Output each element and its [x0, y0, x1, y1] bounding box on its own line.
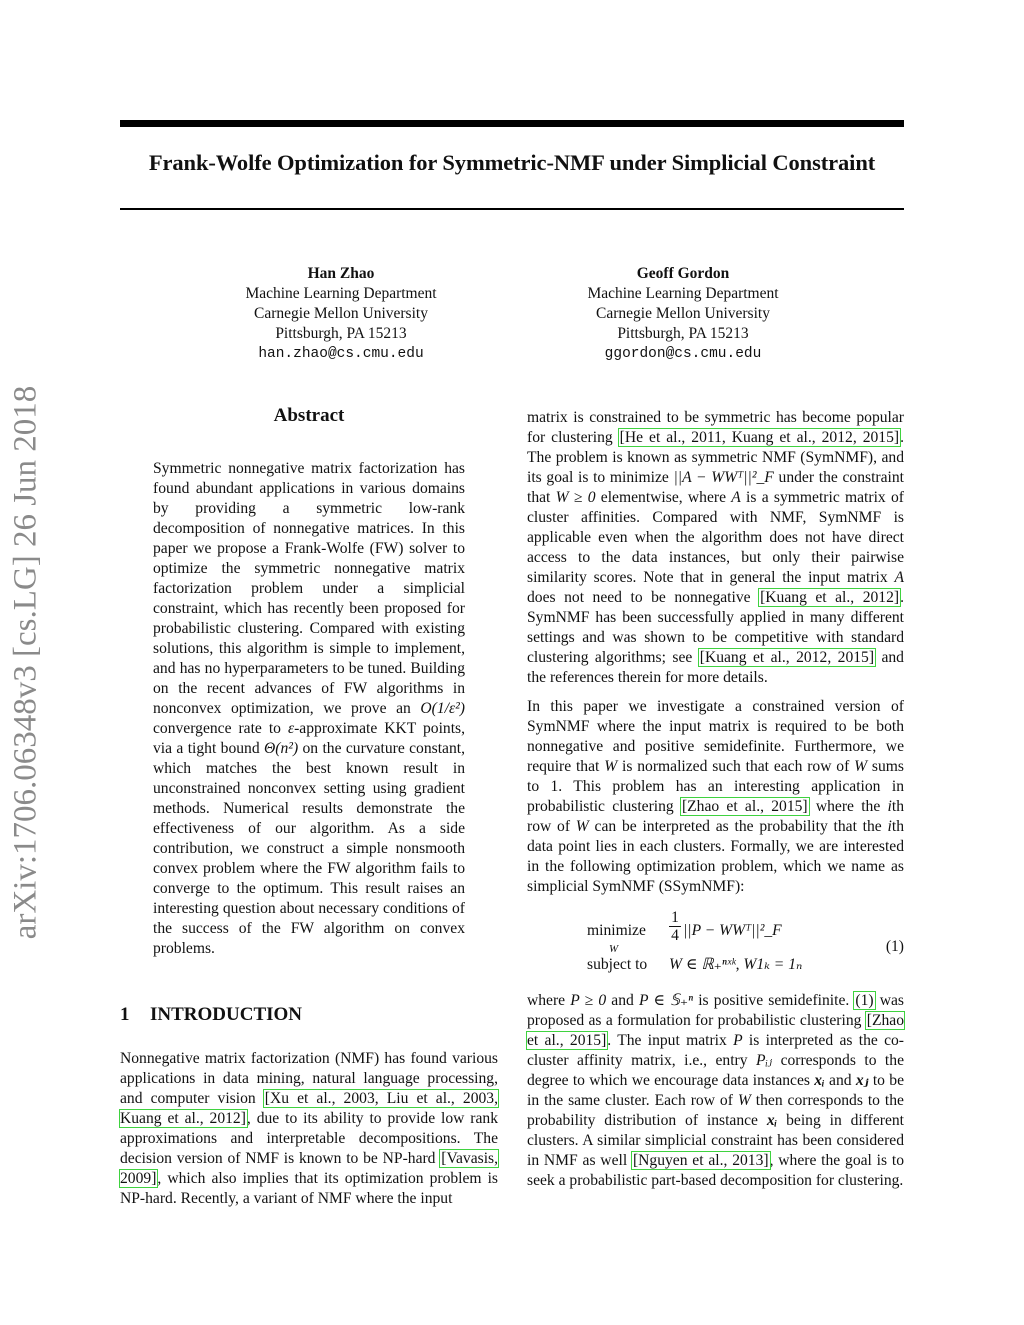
math: i — [887, 798, 892, 815]
title-bottom-rule — [120, 208, 904, 210]
arxiv-id: arXiv:1706.06348v3 [cs.LG] 26 Jun 2018 — [7, 385, 44, 939]
math: i — [887, 818, 892, 835]
author-block-1 — [191, 264, 491, 364]
intro-right-column — [527, 408, 904, 1191]
intro-left-paragraph: Nonnegative matrix factorization (NMF) has found various applications in data mining, natural language processing, and computer vision [Xu et al., 2003, Liu et al., 2003, Kuang et al., 2012], due to its ability to provide low rank approximations and interpretable decompositions. The decision version of NMF is known to be NP-hard [Vavasis, 2009], which also implies that its optimization problem is NP-hard. Recently, a variant of NMF where the input — [120, 1050, 499, 1207]
equation-objective: ||P − WWᵀ||²_F — [683, 922, 782, 939]
author-email: han.zhao@cs.cmu.edu — [258, 346, 424, 362]
arxiv-watermark — [6, 352, 46, 972]
abstract-heading: Abstract — [273, 405, 345, 426]
intro-right-paragraph-1: matrix is constrained to be symmetric has become popular for clustering [He et al., 2011, Kuang et al., 2012, 2015]. The problem is known as symmetric NMF (SymNMF), and its goal is to minimize ||A − WWᵀ||²_F under the constraint that W ≥ 0 elementwise, where A is a symmetric matrix of cluster affinities. Compared with NMF, SymNMF is applicable even when the algorithm does not have direct access to the data instances, but only their pairwise similarity scores. Note that in general the input matrix A does not need to be nonnegative [Kuang et al., 2012]. SymNMF has been successfully applied in many different settings and was shown to be competitive with standard clustering algorithms; see [Kuang et al., 2012, 2015] and the references therein for more details. — [527, 409, 904, 686]
math: W — [854, 758, 868, 775]
math: Θ(n²) — [264, 740, 299, 757]
section-title: INTRODUCTION — [150, 1004, 303, 1025]
equation-constraint: W ∈ ℝ₊ⁿˣᵏ, W1ₖ = 1ₙ — [669, 956, 803, 973]
author-dept: Machine Learning Department — [587, 285, 779, 302]
section-number: 1 — [120, 1004, 130, 1025]
abstract-body: Symmetric nonnegative matrix factorization has found abundant applications in various domains by providing a symmetric low-rank decomposition of nonnegative matrices. In this paper we propose a Frank-Wolfe (FW) solver to optimize the symmetric nonnegative matrix factorization problem under a simplicial constraint, which has recently been proposed for probabilistic clustering. Compared with existing solutions, this algorithm is simple to implement, and has no hyperparameters to be tuned. Building on the recent advances of FW algorithms in nonconvex optimization, we prove an O(1/ε²) convergence rate to ε-approximate KKT points, via a tight bound Θ(n²) on the curvature constant, which matches the best known result in unconstrained nonconvex setting using gradient methods. Numerical results demonstrate the effectiveness of our algorithm. As a side contribution, we construct a simple nonsmooth convex problem where the FW algorithm fails to converge to the optimum. This result raises an interesting question about necessary conditions of the success of the FW algorithm on convex problems. — [153, 460, 465, 957]
author-block-2 — [533, 264, 833, 364]
math: A — [894, 569, 904, 586]
math: W ≥ 0 — [555, 489, 596, 506]
citation-link[interactable]: [Kuang et al., 2012] — [760, 589, 900, 606]
citation-link[interactable]: [Vavasis, 2009] — [120, 1150, 498, 1187]
equation-1 — [527, 905, 904, 985]
equation-fraction — [669, 909, 681, 944]
author-city: Pittsburgh, PA 15213 — [617, 325, 749, 342]
math: Pᵢⱼ — [756, 1052, 773, 1069]
math: W — [737, 1092, 751, 1109]
author-email: ggordon@cs.cmu.edu — [604, 346, 762, 362]
paper-title: Frank-Wolfe Optimization for Symmetric-NMF under Simplicial Constraint — [148, 150, 876, 175]
author-city: Pittsburgh, PA 15213 — [275, 325, 407, 342]
equation-minimize-label: minimize — [587, 922, 646, 939]
math: O(1/ε²) — [420, 700, 465, 717]
author-name: Geoff Gordon — [636, 265, 730, 282]
math: xᵢ — [814, 1072, 825, 1089]
math: xᵢ — [766, 1112, 778, 1129]
author-dept: Machine Learning Department — [245, 285, 437, 302]
math: A — [731, 489, 741, 506]
title-top-rule — [120, 120, 904, 127]
equation-reference-link[interactable]: (1) — [855, 992, 874, 1009]
intro-right-paragraph-3: where P ≥ 0 and P ∈ 𝕊₊ⁿ is positive semidefinite. (1) was proposed as a formulation for probabilistic clustering [Zhao et al., 2015]. The input matrix P is interpreted as the co-cluster affinity matrix, i.e., entry Pᵢⱼ corresponds to the degree to which we encourage data instances xᵢ and xⱼ to be in the same cluster. Each row of W then corresponds to the probability distribution of instance xᵢ being in different clusters. A similar simplicial constraint has been considered in NMF as well [Nguyen et al., 2013], where the goal is to seek a probabilistic part-based decomposition for clustering. — [527, 992, 905, 1189]
citation-link[interactable]: [Kuang et al., 2012, 2015] — [699, 649, 875, 666]
math: W — [575, 818, 589, 835]
citation-link[interactable]: [Zhao et al., 2015] — [527, 1012, 904, 1049]
equation-minimize-subscript: W — [609, 943, 619, 955]
math: P ≥ 0 — [570, 992, 607, 1009]
section-heading — [120, 1004, 302, 1026]
author-univ: Carnegie Mellon University — [596, 305, 770, 322]
fraction-numerator: 1 — [671, 909, 679, 926]
author-univ: Carnegie Mellon University — [254, 305, 428, 322]
fraction-denominator: 4 — [669, 926, 681, 944]
intro-right-paragraph-2: In this paper we investigate a constrained version of SymNMF where the input matrix is required to be both nonnegative and positive semidefinite. Furthermore, we require that W is normalized such that each row of W sums to 1. This problem has an interesting application in probabilistic clustering [Zhao et al., 2015] where the ith row of W can be interpreted as the probability that the ith data point lies in each clusters. Formally, we are interested in the following optimization problem, which we name as simplicial SymNMF (SSymNMF): — [527, 698, 904, 895]
equation-subject-to-label: subject to — [587, 956, 648, 973]
citation-link[interactable]: [Xu et al., 2003, Liu et al., 2003, Kuang et al., 2012] — [120, 1090, 498, 1127]
author-name: Han Zhao — [307, 265, 375, 282]
math: ||A − WWᵀ||²_F — [673, 469, 774, 486]
equation-number: (1) — [885, 938, 904, 955]
citation-link[interactable]: [Nguyen et al., 2013] — [632, 1152, 769, 1169]
math: P — [733, 1032, 743, 1049]
math: xⱼ — [855, 1072, 869, 1089]
math: W — [604, 758, 618, 775]
citation-link[interactable]: [Zhao et al., 2015] — [681, 798, 808, 815]
math: ε — [287, 720, 295, 737]
math: P ∈ 𝕊₊ⁿ — [638, 992, 694, 1009]
citation-link[interactable]: [He et al., 2011, Kuang et al., 2012, 2015] — [619, 429, 900, 446]
